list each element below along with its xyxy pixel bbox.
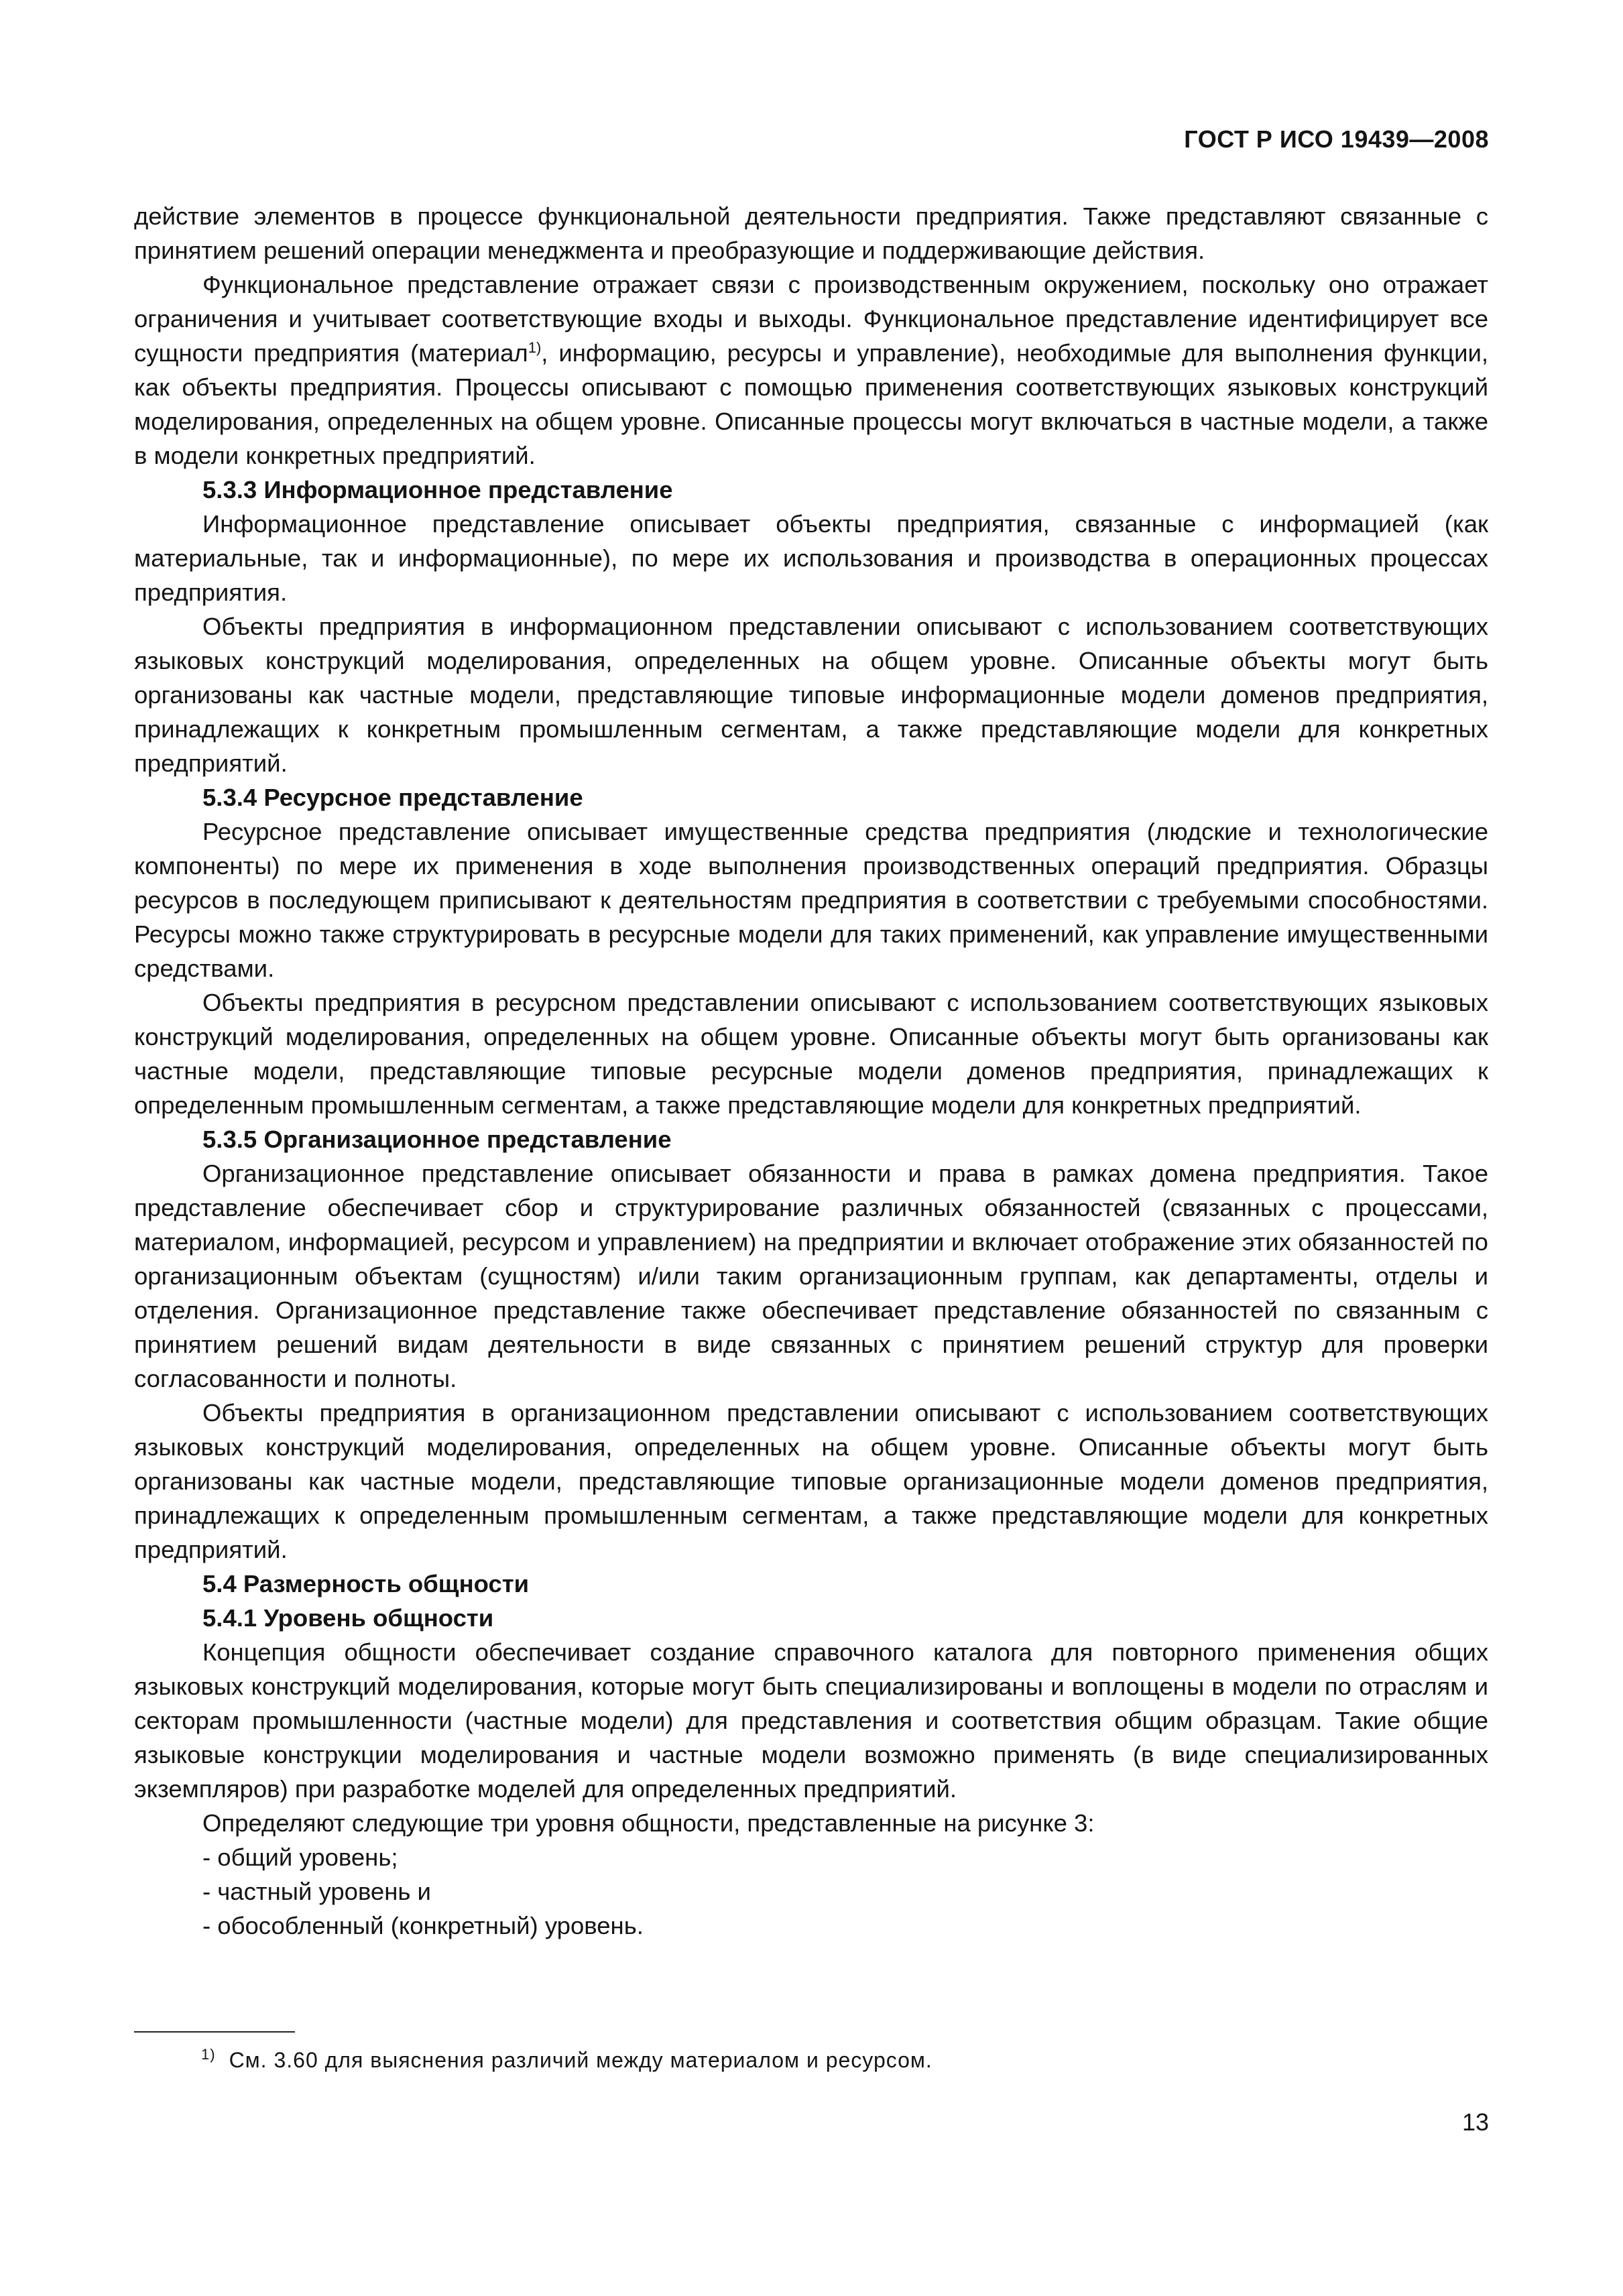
footnote-divider [134, 2031, 295, 2033]
paragraph: Ресурсное представление описывает имущественные средства предприятия (людские и технологические компоненты) по мере их применения в ходе выполнения производственных операций предприятия. Образцы ресурсов в последующем приписывают к деятельностям предприятия в соответствии с требуемыми способностями. Ресурсы можно также структурировать в ресурсные модели для таких применений, как управление имущественными средствами. [134, 818, 1488, 982]
paragraph: Информационное представление описывает объекты предприятия, связанные с информацией (как материальные, так и информационные), по мере их использования и производства в операционных процессах предприятия. [134, 510, 1488, 606]
section-heading: 5.3.3 Информационное представление [202, 476, 673, 503]
section-heading: 5.4 Размерность общности [202, 1570, 530, 1597]
document-body [134, 199, 1488, 1943]
paragraph: Организационное представление описывает обязанности и права в рамках домена предприятия. Такое представление обеспечивает сбор и структурирование различных обязанностей (связанных с процессами, материалом, информацией, ресурсом и управлением) на предприятии и включает отображение этих обязанностей по организационным объектам (сущностям) и/или таким организационным группам, как департаменты, отделы и отделения. Организационное представление также обеспечивает представление обязанностей по связанным с принятием решений видам деятельности в виде связанных с принятием решений структур для проверки согласованности и полноты. [134, 1160, 1488, 1392]
paragraph: Определяют следующие три уровня общности, представленные на рисунке 3: [202, 1809, 1095, 1837]
paragraph: Объекты предприятия в ресурсном представлении описывают с использованием соответствующих языковых конструкций моделирования, определенных на общем уровне. Описанные объекты могут быть организованы как частные модели, представляющие типовые ресурсные модели доменов предприятия, принадлежащих к определенным промышленным сегментам, а также представляющие модели для конкретных предприятий. [134, 989, 1488, 1119]
section-heading: 5.3.4 Ресурсное представление [202, 784, 583, 811]
paragraph-text: Функциональное представление отражает связи с производственным окружением, поскольку оно отражает ограничения и учитывает соответствующие входы и выходы. Функциональное представление идентифицирует все сущности предприятия (материал [134, 271, 1488, 367]
footnote-text: См. 3.60 для выяснения различий между материалом и ресурсом. [229, 2048, 933, 2072]
footnote-marker: 1) [201, 2046, 216, 2063]
list-item: - обособленный (конкретный) уровень. [202, 1912, 644, 1939]
footnote-reference: 1) [528, 339, 542, 356]
paragraph: Концепция общности обеспечивает создание справочного каталога для повторного применения общих языковых конструкций моделирования, которые могут быть специализированы и воплощены в модели по отраслям и секторам промышленности (частные модели) для представления и соответствия общим образцам. Такие общие языковые конструкции моделирования и частные модели возможно применять (в виде специализированных экземпляров) при разработке моделей для определенных предприятий. [134, 1638, 1488, 1803]
footnote [201, 2048, 933, 2073]
paragraph: Объекты предприятия в информационном представлении описывают с использованием соответствующих языковых конструкций моделирования, определенных на общем уровне. Описанные объекты могут быть организованы как частные модели, представляющие типовые информационные модели доменов предприятия, принадлежащих к конкретным промышленным сегментам, а также представляющие модели для конкретных предприятий. [134, 613, 1488, 777]
paragraph [134, 267, 1488, 473]
section-heading: 5.4.1 Уровень общности [202, 1604, 494, 1632]
paragraph: Объекты предприятия в организационном представлении описывают с использованием соответствующих языковых конструкций моделирования, определенных на общем уровне. Описанные объекты могут быть организованы как частные модели, представляющие типовые организационные модели доменов предприятия, принадлежащих к определенным промышленным сегментам, а также представляющие модели для конкретных предприятий. [134, 1399, 1488, 1563]
page-number: 13 [1461, 2108, 1489, 2136]
paragraph-text: , информацию, ресурсы и управление), необходимые для выполнения функции, как объекты предприятия. Процессы описывают с помощью применения соответствующих языковых конструкций моделирования, определенных на общем уровне. Описанные процессы могут включаться в частные модели, а также в модели конкретных предприятий. [134, 339, 1488, 469]
list-item: - частный уровень и [202, 1878, 431, 1905]
document-header: ГОСТ Р ИСО 19439—2008 [1184, 125, 1489, 153]
paragraph: действие элементов в процессе функциональной деятельности предприятия. Также представляют связанные с принятием решений операции менеджмента и преобразующие и поддерживающие действия. [134, 202, 1488, 264]
section-heading: 5.3.5 Организационное представление [202, 1126, 672, 1153]
list-item: - общий уровень; [202, 1844, 398, 1871]
